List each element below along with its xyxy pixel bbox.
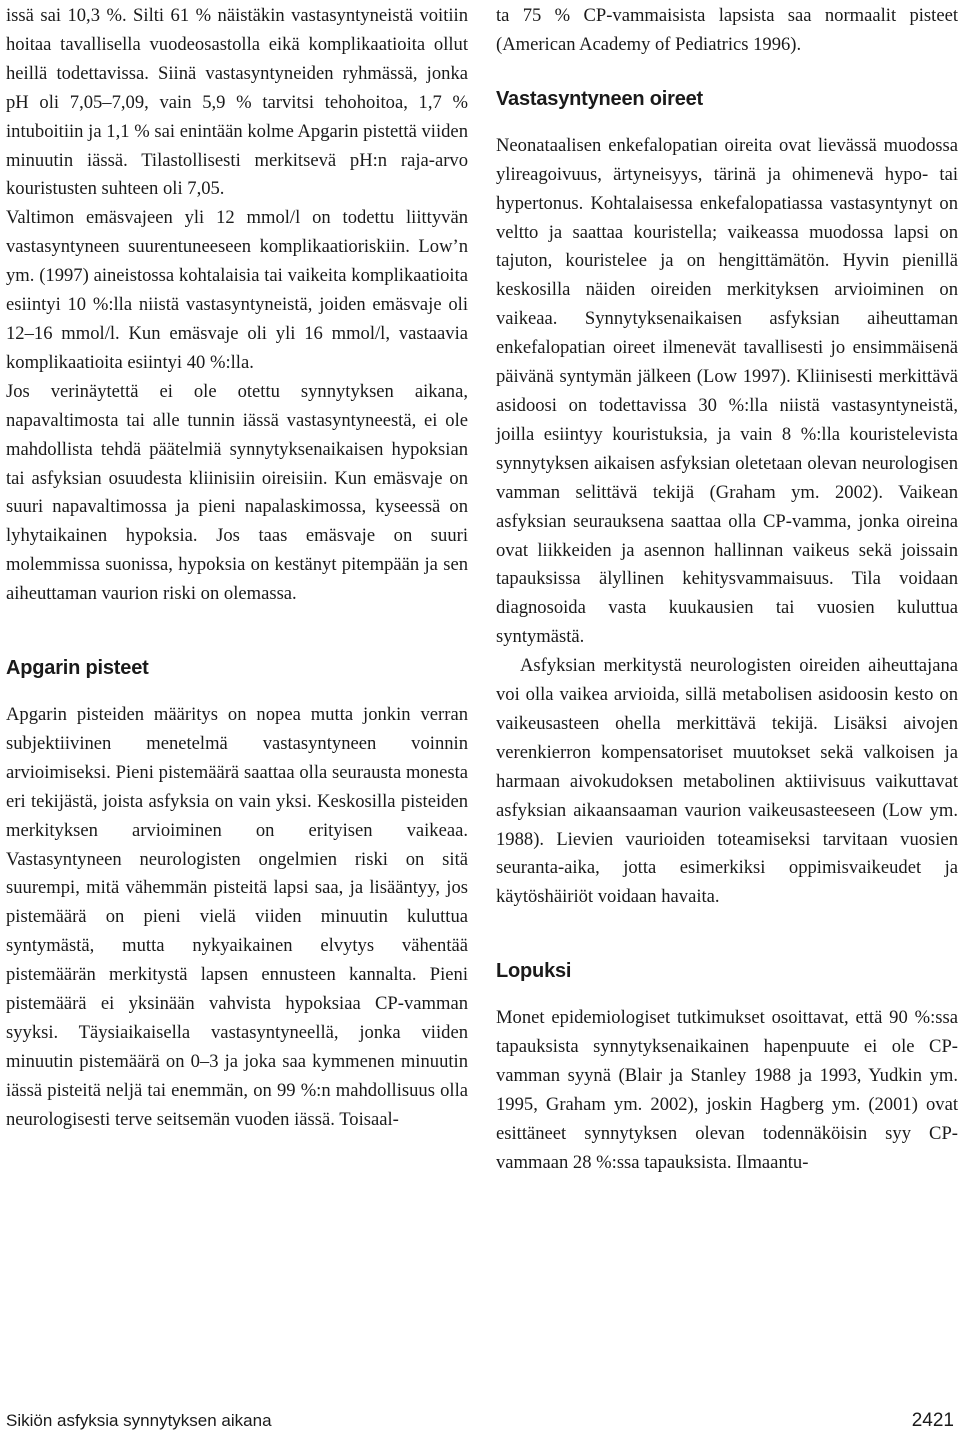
left-paragraph-2: Valtimon emäsvajeen yli 12 mmol/l on todettu liittyvän vastasyntyneen suurentuneeseen komplikaatioriskiin. Low’n ym. (1997) aineistossa kohtalaisia tai vaikeita komplikaatioita esiintyi 10 %:lla niistä vastasyntyneistä, joiden emäsvaje oli 12–16 mmol/l. Kun emäsvaje oli yli 16 mmol/l, vastaavia komplikaatioita esiintyi 40 %:lla. bbox=[6, 207, 468, 373]
footer-journal-title: Sikiön asfyksia synnytyksen aikana bbox=[6, 1411, 272, 1430]
left-paragraph-4: Apgarin pisteiden määritys on nopea mutta jonkin verran subjektiivinen menetelmä vastasyntyneen voinnin arvioimiseksi. Pieni pistemäärä saattaa olla seurausta monesta eri tekijästä, joista asfyksia on vain yksi. Keskosilla pisteiden merkityksen arvioiminen on erityisen vaikeaa. Vastasyntyneen neurologisten ongelmien riski on sitä suurempi, mitä vähemmän pisteitä lapsi saa, ja lisääntyy, jos pistemäärä on pieni vielä viiden minuutin kuluttua syntymästä, mutta nykyaikainen elvytys vähentää pistemäärän merkitystä lapsen ennusteen kannalta. Pieni pistemäärä ei yksinään vahvista hypoksiaa CP-vamman syyksi. Täysiaikaisella vastasyntyneellä, jonka viiden minuutin pistemäärä on 0–3 ja joka saa kymmenen minuutin iässä pisteitä neljä tai enemmän, on 99 %:n mahdollisuus olla neurologisesti terve seitsemän vuoden iässä. Toisaal- bbox=[6, 704, 468, 1130]
section-heading-apgar: Apgarin pisteet bbox=[6, 657, 149, 680]
page-number: 2421 bbox=[911, 1410, 954, 1431]
left-paragraph-3: Jos verinäytettä ei ole otettu synnytyksen aikana, napavaltimosta tai alle tunnin iässä vastasyntyneestä, ei ole mahdollista tehdä päätelmiä synnytyksenaikaisen hypoksian tai asfyksian osuudesta kliinisiin oireisiin. Kun emäsvaje on suuri napavaltimossa ja pieni napalaskimossa, kyseessä on lyhytaikainen hypoksia. Jos taas emäsvaje on suuri molemmissa suonissa, hypoksia on kestänyt pitempään ja sen aiheuttaman vaurion riski on olemassa. bbox=[6, 380, 468, 605]
page-footer bbox=[6, 1408, 954, 1434]
right-paragraph-1: ta 75 % CP-vammaisista lapsista saa normaalit pisteet (American Academy of Pediatrics 1996). bbox=[496, 5, 958, 55]
left-paragraph-1: issä sai 10,3 %. Silti 61 % näistäkin vastasyntyneistä voitiin hoitaa tavallisella vuodeosastolla eikä komplikaatioita ollut heillä todettavissa. Siinä vastasyntyneiden ryhmässä, jonka pH oli 7,05–7,09, vain 5,9 % tarvitsi tehohoitoa, 1,7 % intuboitiin ja 1,1 % sai enintään kolme Apgarin pistettä viiden minuutin iässä. Tilastollisesti merkitsevä pH:n raja-arvo kouristusten suhteen oli 7,05. bbox=[6, 5, 468, 200]
section-heading-lopuksi: Lopuksi bbox=[496, 960, 572, 983]
right-column bbox=[496, 2, 958, 1178]
right-paragraph-3: Asfyksian merkitystä neurologisten oireiden aiheuttajana voi olla vaikea arvioida, sillä metabolisen asidoosin kesto on vaikeusasteen ohella merkittävä tekijä. Lisäksi aivojen verenkierron kompensatoriset muutokset sekä valkoisen ja harmaan aivokudoksen metabolinen aktiivisuus vaikuttavat asfyksian aikaansaaman vaurion vaikeusasteeseen (Low ym. 1988). Lievien vaurioiden toteamiseksi tarvitaan vuosien seuranta-aika, jotta esimerkiksi oppimisvaikeudet ja käytöshäiriöt voidaan havaita. bbox=[496, 655, 958, 908]
right-paragraph-4: Monet epidemiologiset tutkimukset osoittavat, että 90 %:ssa tapauksista synnytyksenaikainen hapenpuute ei ole CP-vamman syynä (Blair ja Stanley 1988 ja 1993, Yudkin ym. 1995, Graham ym. 2002), joskin Hagberg ym. (2001) ovat esittäneet synnytyksen olevan todennäköisin syy CP-vammaan 28 %:ssa tapauksista. Ilmaantu- bbox=[496, 1007, 958, 1173]
right-paragraph-2: Neonataalisen enkefalopatian oireita ovat lievässä muodossa ylireagoivuus, ärtyneisyys, tärinä ja ohimenevä hypo- tai hypertonus. Kohtalaisessa enkefalopatiassa vastasyntynyt on veltto ja saattaa kouristella; vaikeassa muodossa lapsi on tajuton, kouristelee ja on hengittämätön. Hyvin pienillä keskosilla näiden oireiden merkityksen arvioiminen on vaikeaa. Synnytyksenaikaisen asfyksian aiheuttaman enkefalopatian oireet ilmenevät tavallisesti jo ensimmäisenä päivänä syntymän jälkeen (Low 1997). Kliinisesti merkittävä asidoosi on todettavissa 30 %:lla niistä vastasyntyneistä, joilla esiintyy kouristuksia, ja vain 8 %:lla kouristelevista synnytyksen aikaisen asfyksian oletetaan olevan neurologisen vamman selittävä tekijä (Graham ym. 2002). Vaikean asfyksian seurauksena saattaa olla CP-vamma, jonka oireina ovat liikkeiden ja asennon hallinnan vaikeus sekä joissain tapauksissa älyllinen kehitysvammaisuus. Tila voidaan diagnosoida vasta kuukausien tai vuosien kuluttua syntymästä. bbox=[496, 134, 958, 648]
left-column bbox=[6, 2, 468, 1135]
section-heading-oireet: Vastasyntyneen oireet bbox=[496, 87, 704, 110]
